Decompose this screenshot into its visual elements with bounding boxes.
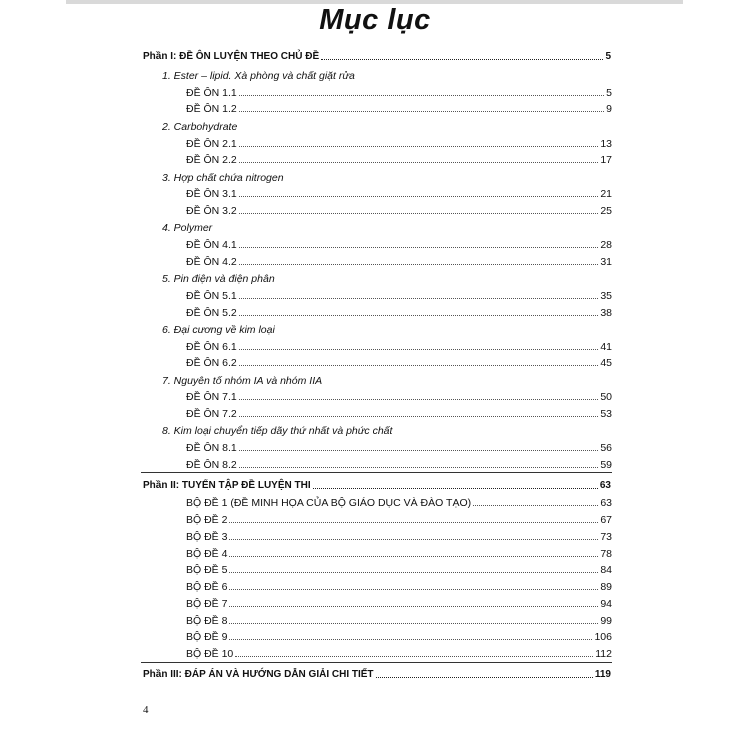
toc-entry[interactable] [186,303,612,319]
toc-entry[interactable] [186,387,612,403]
dot-leader [229,589,598,590]
section-divider [141,472,612,473]
dot-leader [239,315,599,316]
dot-leader [229,623,598,624]
toc-page-number: 119 [594,669,611,680]
toc-topic-title: 5. Pin điện và điện phân [162,273,275,285]
toc-entry-label: ĐỀ ÔN 2.2 [186,154,237,166]
toc-entry-label: ĐỀ ÔN 4.2 [186,256,237,268]
toc-page-number: 17 [600,154,612,166]
toc-entry-label: BỘ ĐỀ 1 (ĐỀ MINH HỌA CỦA BỘ GIÁO DỤC VÀ ĐÀO TẠO) [186,497,472,509]
dot-leader [239,95,604,96]
toc-entry-label: BỘ ĐỀ 9 [186,631,228,643]
section-divider [141,662,612,663]
toc-topic[interactable] [162,168,582,184]
dot-leader [239,365,599,366]
toc-entry[interactable] [186,184,612,200]
toc-page-number: 45 [600,357,612,369]
toc-entry[interactable] [186,438,612,454]
toc-entry-label: BỘ ĐỀ 3 [186,531,228,543]
dot-leader [239,162,599,163]
toc-entry[interactable] [186,544,612,560]
dot-leader [239,247,599,248]
toc-entry-label: ĐỀ ÔN 5.2 [186,307,237,319]
toc-topic-title: 3. Hợp chất chứa nitrogen [162,172,284,184]
toc-entry-label: ĐỀ ÔN 5.1 [186,290,237,302]
dot-leader [239,467,599,468]
toc-page-number: 53 [600,408,612,420]
toc-page-number: 94 [600,598,612,610]
toc-page-number: 106 [594,631,612,643]
toc-topic-title: 1. Ester – lipid. Xà phòng và chất giặt rửa [162,70,355,82]
toc-page-number: 89 [600,581,612,593]
toc-topic[interactable] [162,320,582,336]
toc-entry[interactable] [186,527,612,543]
toc-entry[interactable] [186,83,612,99]
toc-entry-label: ĐỀ ÔN 6.2 [186,357,237,369]
toc-entry[interactable] [186,560,612,576]
page-number: 4 [143,704,149,716]
toc-page-number: 67 [600,514,612,526]
toc-topic-title: 6. Đại cương về kim loại [162,324,275,336]
toc-page-number: 99 [600,615,612,627]
toc-page-number: 56 [600,442,612,454]
toc-page-number: 21 [600,188,612,200]
dot-leader [239,416,599,417]
toc-entry-label: BỘ ĐỀ 2 [186,514,228,526]
toc-entry[interactable] [186,286,612,302]
dot-leader [376,677,593,678]
toc-entry-label: ĐỀ ÔN 4.1 [186,239,237,251]
dot-leader [239,450,599,451]
toc-entry-label: ĐỀ ÔN 3.1 [186,188,237,200]
dot-leader [229,572,598,573]
toc-part-label: Phần III: ĐÁP ÁN VÀ HƯỚNG DẪN GIẢI CHI TIẾT [143,669,374,680]
toc-page-number: 35 [600,290,612,302]
toc-entry-label: BỘ ĐỀ 8 [186,615,228,627]
dot-leader [473,505,598,506]
toc-topic[interactable] [162,269,582,285]
toc-entry[interactable] [186,594,612,610]
dot-leader [229,522,598,523]
toc-entry-label: ĐỀ ÔN 3.2 [186,205,237,217]
toc-entry[interactable] [186,493,612,509]
toc-page-number: 78 [600,548,612,560]
toc-entry-label: BỘ ĐỀ 7 [186,598,228,610]
toc-page-number: 25 [600,205,612,217]
toc-topic[interactable] [162,218,582,234]
dot-leader [229,539,598,540]
toc-entry[interactable] [186,510,612,526]
toc-page-number: 41 [600,341,612,353]
toc-page-number: 38 [600,307,612,319]
toc-entry[interactable] [186,455,612,471]
toc-entry[interactable] [186,577,612,593]
toc-part-1[interactable] [143,47,611,63]
toc-entry[interactable] [186,150,612,166]
toc-page-number: 63 [600,497,612,509]
toc-part-3[interactable] [143,665,611,681]
toc-topic[interactable] [162,421,582,437]
dot-leader [235,656,593,657]
toc-topic[interactable] [162,66,582,82]
toc-entry-label: BỘ ĐỀ 6 [186,581,228,593]
toc-page-number: 9 [606,103,612,115]
toc-part-label: Phần II: TUYỂN TẬP ĐỀ LUYỆN THI [143,480,311,491]
dot-leader [239,111,604,112]
dot-leader [313,488,598,489]
toc-entry-label: BỘ ĐỀ 5 [186,564,228,576]
toc-entry-label: ĐỀ ÔN 2.1 [186,138,237,150]
toc-part-2[interactable] [143,476,611,492]
dot-leader [239,399,599,400]
toc-topic[interactable] [162,371,582,387]
dot-leader [321,59,603,60]
dot-leader [239,196,599,197]
toc-page-number: 5 [606,87,612,99]
dot-leader [229,556,598,557]
dot-leader [229,606,598,607]
dot-leader [239,349,599,350]
toc-page-number: 84 [600,564,612,576]
toc-entry-label: ĐỀ ÔN 6.1 [186,341,237,353]
toc-page-number: 13 [600,138,612,150]
toc-page-number: 112 [595,648,612,660]
dot-leader [239,298,599,299]
toc-entry[interactable] [186,99,612,115]
dot-leader [239,146,599,147]
toc-entry-label: ĐỀ ÔN 1.1 [186,87,237,99]
toc-entry[interactable] [186,337,612,353]
toc-topic-title: 2. Carbohydrate [162,121,238,133]
toc-entry[interactable] [186,404,612,420]
toc-page-number: 5 [605,51,611,62]
toc-entry[interactable] [186,235,612,251]
dot-leader [239,213,599,214]
toc-entry[interactable] [186,644,612,660]
toc-topic-title: 8. Kim loại chuyển tiếp dãy thứ nhất và phức chất [162,425,393,437]
toc-topic[interactable] [162,117,582,133]
toc-entry-label: ĐỀ ÔN 7.2 [186,408,237,420]
toc-page-number: 63 [599,480,611,491]
dot-leader [229,639,592,640]
toc-entry[interactable] [186,201,612,217]
toc-page-number: 59 [600,459,612,471]
toc-topic-title: 4. Polymer [162,222,213,234]
toc-entry[interactable] [186,353,612,369]
toc-entry-label: ĐỀ ÔN 8.2 [186,459,237,471]
page-title: Mục lục [319,4,431,36]
toc-entry-label: ĐỀ ÔN 1.2 [186,103,237,115]
toc-page-number: 50 [600,391,612,403]
toc-part-label: Phần I: ĐỀ ÔN LUYỆN THEO CHỦ ĐỀ [143,51,320,62]
toc-page-number: 28 [600,239,612,251]
toc-entry[interactable] [186,252,612,268]
dot-leader [239,264,599,265]
toc-entry[interactable] [186,611,612,627]
toc-entry[interactable] [186,134,612,150]
toc-page-number: 31 [600,256,612,268]
toc-entry-label: BỘ ĐỀ 10 [186,648,234,660]
toc-page-number: 73 [600,531,612,543]
toc-entry-label: BỘ ĐỀ 4 [186,548,228,560]
toc-entry-label: ĐỀ ÔN 7.1 [186,391,237,403]
toc-topic-title: 7. Nguyên tố nhóm IA và nhóm IIA [162,375,323,387]
toc-entry-label: ĐỀ ÔN 8.1 [186,442,237,454]
toc-entry[interactable] [186,627,612,643]
